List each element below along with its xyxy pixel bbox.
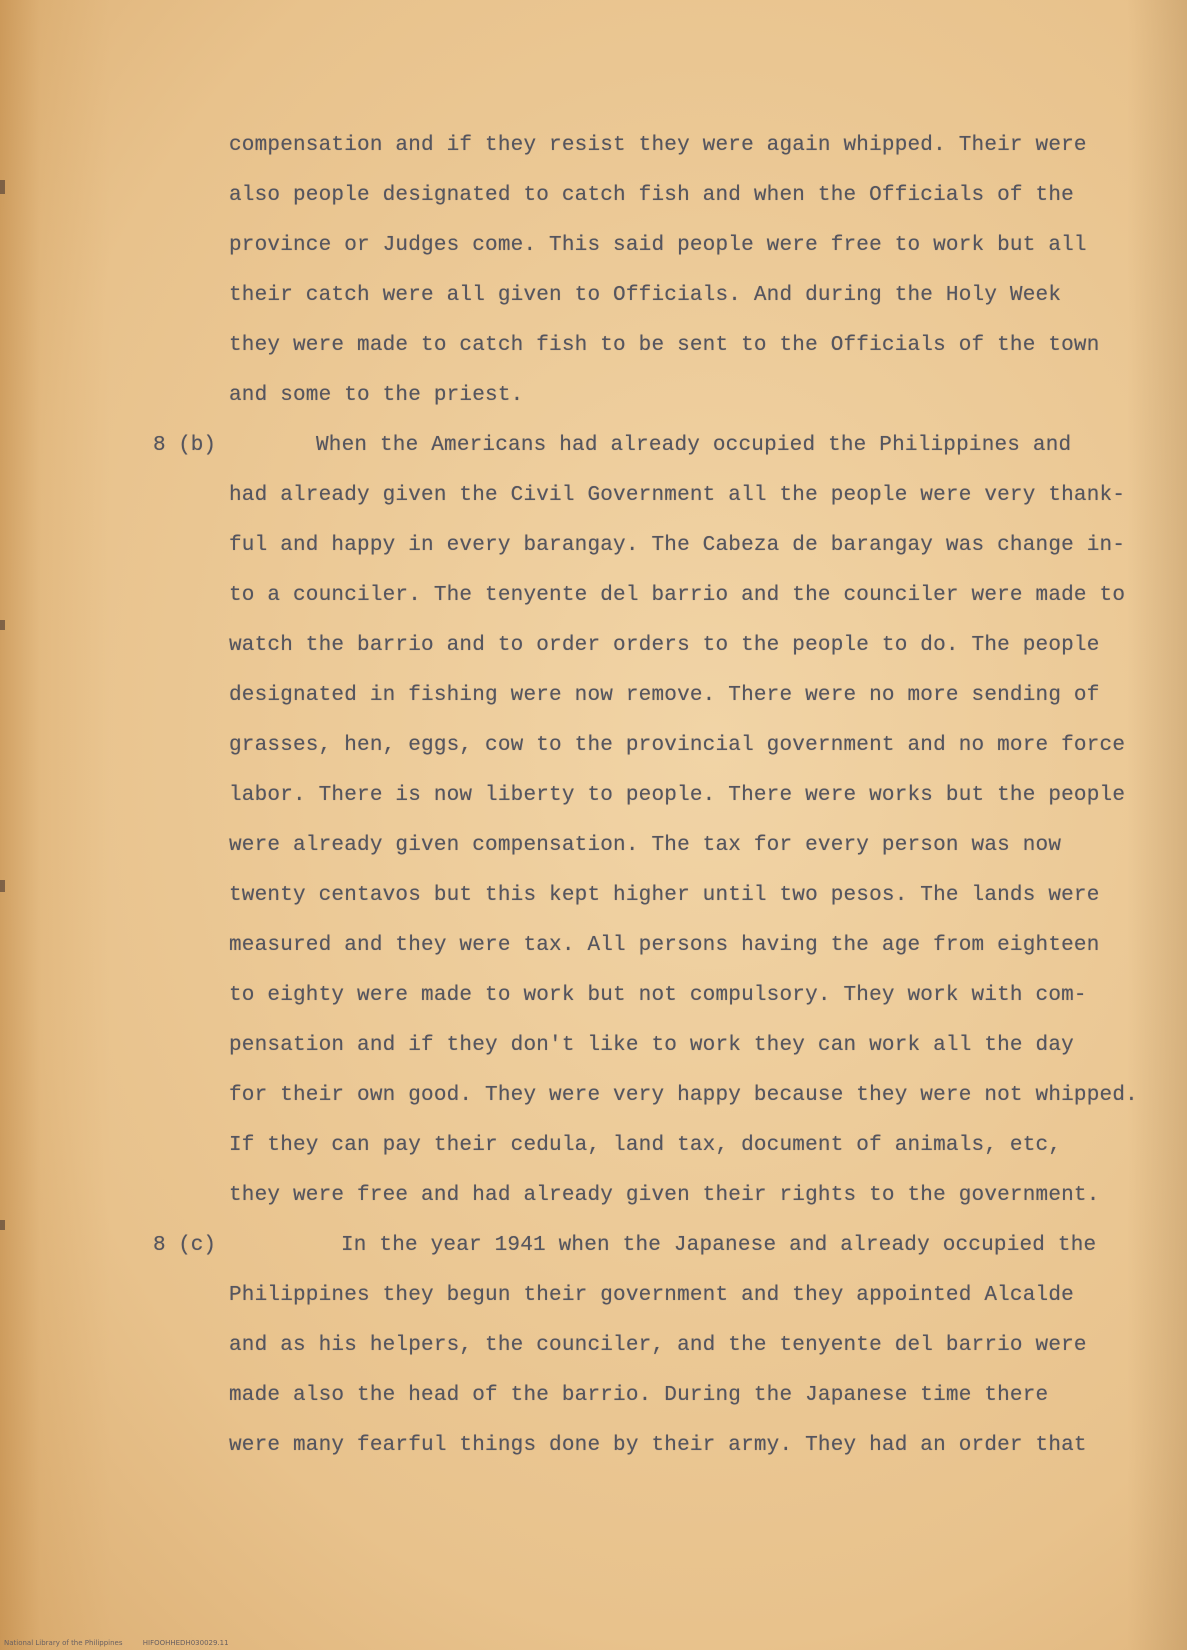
text-line: province or Judges come. This said people were free to work but all [229, 234, 1087, 257]
text-line: designated in fishing were now remove. There were no more sending of [229, 684, 1100, 707]
text-line: Philippines they begun their government and they appointed Alcalde [229, 1284, 1074, 1307]
edge-mark [0, 620, 5, 630]
text-line: labor. There is now liberty to people. There were works but the people [229, 784, 1126, 807]
text-line: In the year 1941 when the Japanese and already occupied the [341, 1234, 1097, 1257]
text-line: for their own good. They were very happy because they were not whipped. [229, 1084, 1138, 1107]
text-line: and as his helpers, the counciler, and the tenyente del barrio were [229, 1334, 1087, 1357]
text-line: made also the head of the barrio. During the Japanese time there [229, 1384, 1049, 1407]
text-line: were already given compensation. The tax for every person was now [229, 834, 1062, 857]
text-line: twenty centavos but this kept higher until two pesos. The lands were [229, 884, 1100, 907]
section-label-8c: 8 (c) [153, 1234, 217, 1257]
edge-mark [0, 880, 5, 892]
text-line: compensation and if they resist they were again whipped. Their were [229, 134, 1087, 157]
text-line: to a counciler. The tenyente del barrio and the counciler were made to [229, 584, 1126, 607]
footer-library: National Library of the Philippines [4, 1639, 123, 1647]
text-line: watch the barrio and to order orders to the people to do. The people [229, 634, 1100, 657]
text-line: When the Americans had already occupied the Philippines and [316, 434, 1072, 457]
footer-code: HIFOOHHEDH030029.11 [142, 1639, 229, 1647]
text-line: ful and happy in every barangay. The Cabeza de barangay was change in- [229, 534, 1126, 557]
text-line: and some to the priest. [229, 384, 524, 407]
text-line: to eighty were made to work but not compulsory. They work with com- [229, 984, 1087, 1007]
text-line: grasses, hen, eggs, cow to the provincial government and no more force [229, 734, 1126, 757]
text-line: had already given the Civil Government all the people were very thank- [229, 484, 1126, 507]
archive-footer [4, 1639, 229, 1647]
text-line: their catch were all given to Officials. And during the Holy Week [229, 284, 1062, 307]
text-line: were many fearful things done by their army. They had an order that [229, 1434, 1087, 1457]
text-line: pensation and if they don't like to work they can work all the day [229, 1034, 1074, 1057]
text-line: they were free and had already given their rights to the government. [229, 1184, 1100, 1207]
edge-mark [0, 1220, 5, 1230]
text-line: also people designated to catch fish and when the Officials of the [229, 184, 1074, 207]
edge-mark [0, 180, 5, 194]
text-line: they were made to catch fish to be sent to the Officials of the town [229, 334, 1100, 357]
text-line: measured and they were tax. All persons having the age from eighteen [229, 934, 1100, 957]
text-line: If they can pay their cedula, land tax, document of animals, etc, [229, 1134, 1062, 1157]
section-label-8b: 8 (b) [153, 434, 217, 457]
